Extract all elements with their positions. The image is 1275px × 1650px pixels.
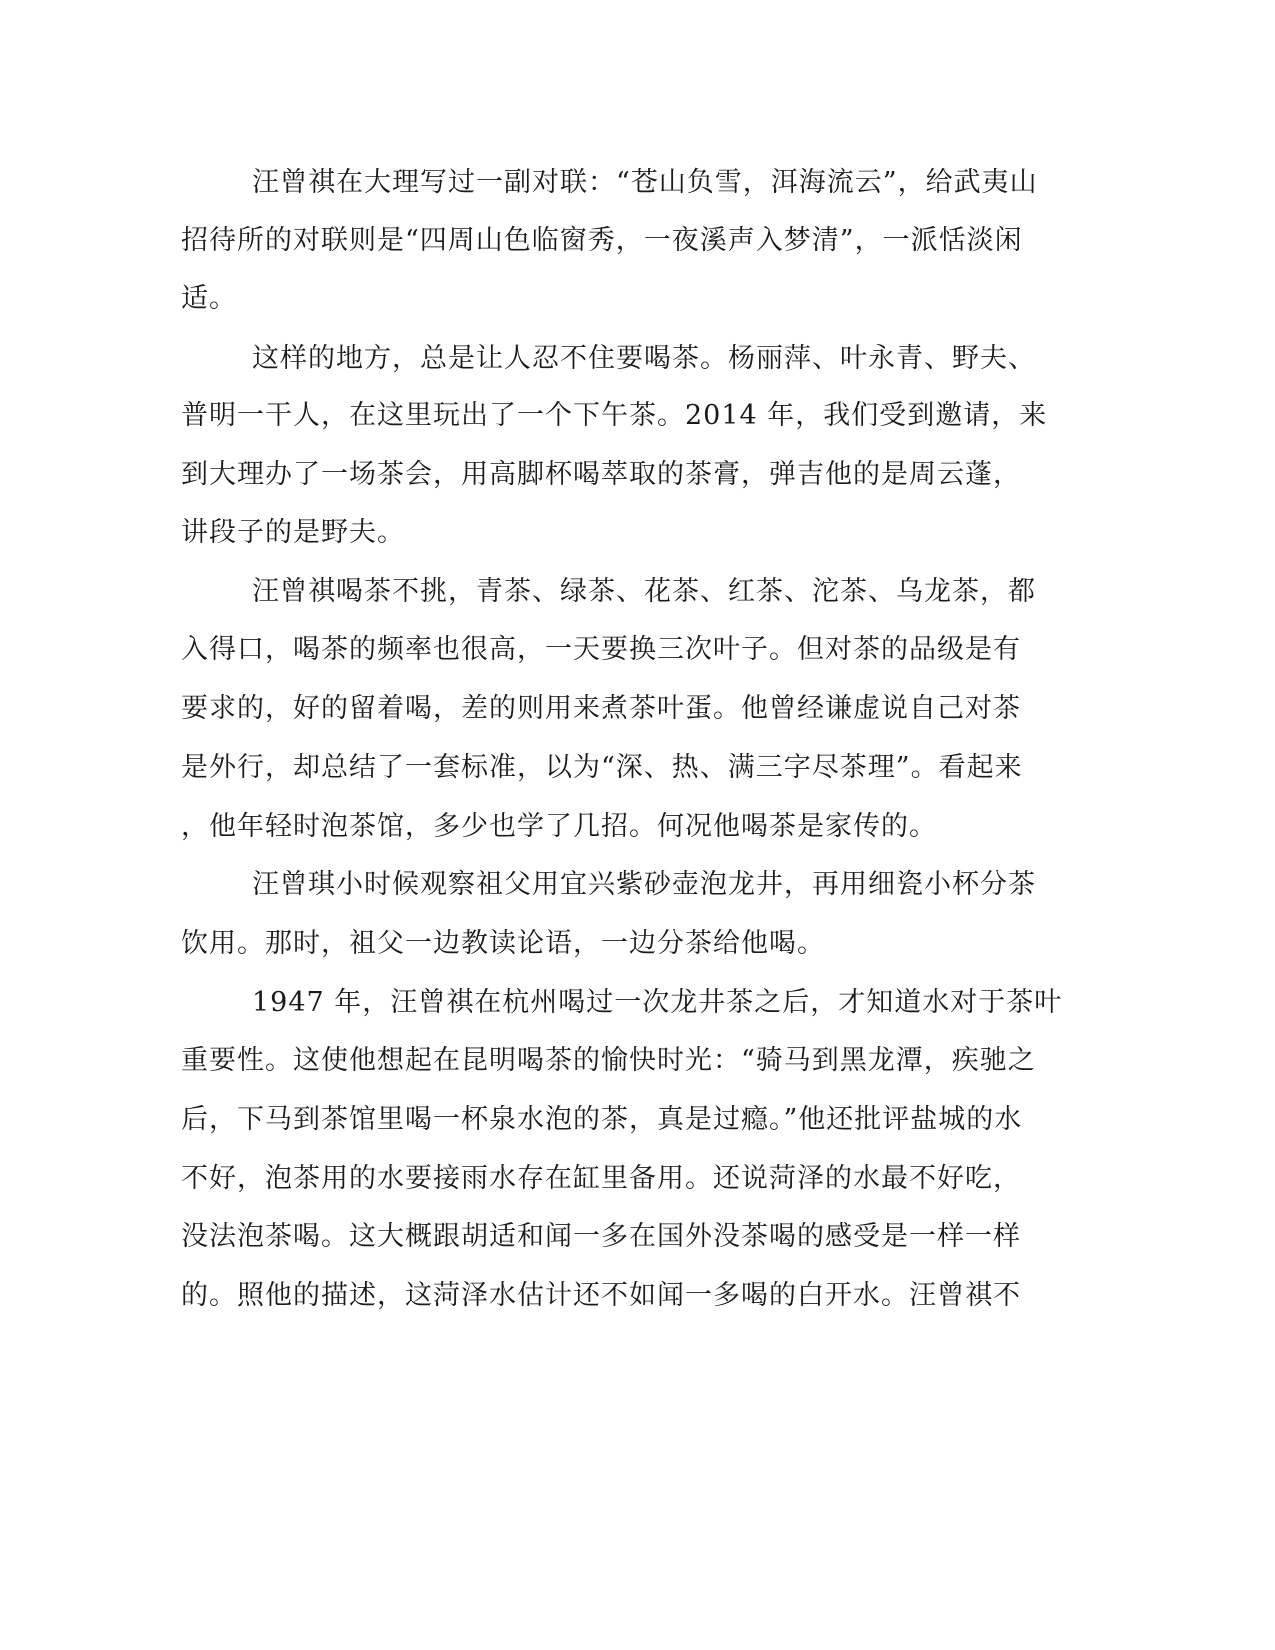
text-line: 不好，泡茶用的水要接雨水存在缸里备用。还说菏泽的水最不好吃， bbox=[181, 1163, 1021, 1194]
text-line: 1947 年，汪曾祺在杭州喝过一次龙井茶之后，才知道水对于茶叶 bbox=[252, 987, 1063, 1018]
text-line: ，他年轻时泡茶馆，多少也学了几招。何况他喝茶是家传的。 bbox=[181, 811, 937, 842]
text-line: 没法泡茶喝。这大概跟胡适和闻一多在国外没茶喝的感受是一样一样 bbox=[181, 1221, 1021, 1252]
text-line: 招待所的对联则是“四周山色临窗秀，一夜溪声入梦清”，一派恬淡闲 bbox=[181, 225, 1023, 256]
text-line: 汪曾琪小时候观察祖父用宜兴紫砂壶泡龙井，再用细瓷小杯分茶 bbox=[252, 869, 1036, 900]
text-line: 汪曾祺喝茶不挑，青茶、绿茶、花茶、红茶、沱茶、乌龙茶，都 bbox=[252, 576, 1036, 607]
text-line: 的。照他的描述，这菏泽水估计还不如闻一多喝的白开水。汪曾祺不 bbox=[181, 1280, 1021, 1311]
text-line: 后，下马到茶馆里喝一杯泉水泡的茶，真是过瘾。”他还批评盐城的水 bbox=[181, 1104, 1023, 1135]
text-line: 入得口，喝茶的频率也很高，一天要换三次叶子。但对茶的品级是有 bbox=[181, 634, 1021, 665]
text-line: 重要性。这使他想起在昆明喝茶的愉快时光：“骑马到黑龙潭，疾驰之 bbox=[181, 1045, 1036, 1076]
text-line: 是外行，却总结了一套标准，以为“深、热、满三字尽茶理”。看起来 bbox=[181, 752, 1023, 783]
text-line: 饮用。那时，祖父一边教读论语，一边分茶给他喝。 bbox=[181, 928, 825, 959]
text-line: 这样的地方，总是让人忍不住要喝茶。杨丽萍、叶永青、野夫、 bbox=[252, 343, 1036, 374]
text-line: 到大理办了一场茶会，用高脚杯喝萃取的茶膏，弹吉他的是周云蓬， bbox=[181, 459, 1021, 490]
text-line: 讲段子的是野夫。 bbox=[181, 517, 405, 548]
text-line: 适。 bbox=[181, 283, 237, 314]
text-line: 普明一干人，在这里玩出了一个下午茶。2014 年，我们受到邀请，来 bbox=[181, 400, 1048, 431]
text-line: 要求的，好的留着喝，差的则用来煮茶叶蛋。他曾经谦虚说自己对茶 bbox=[181, 693, 1021, 724]
text-line: 汪曾祺在大理写过一副对联：“苍山负雪，洱海流云”，给武夷山 bbox=[252, 167, 1038, 198]
